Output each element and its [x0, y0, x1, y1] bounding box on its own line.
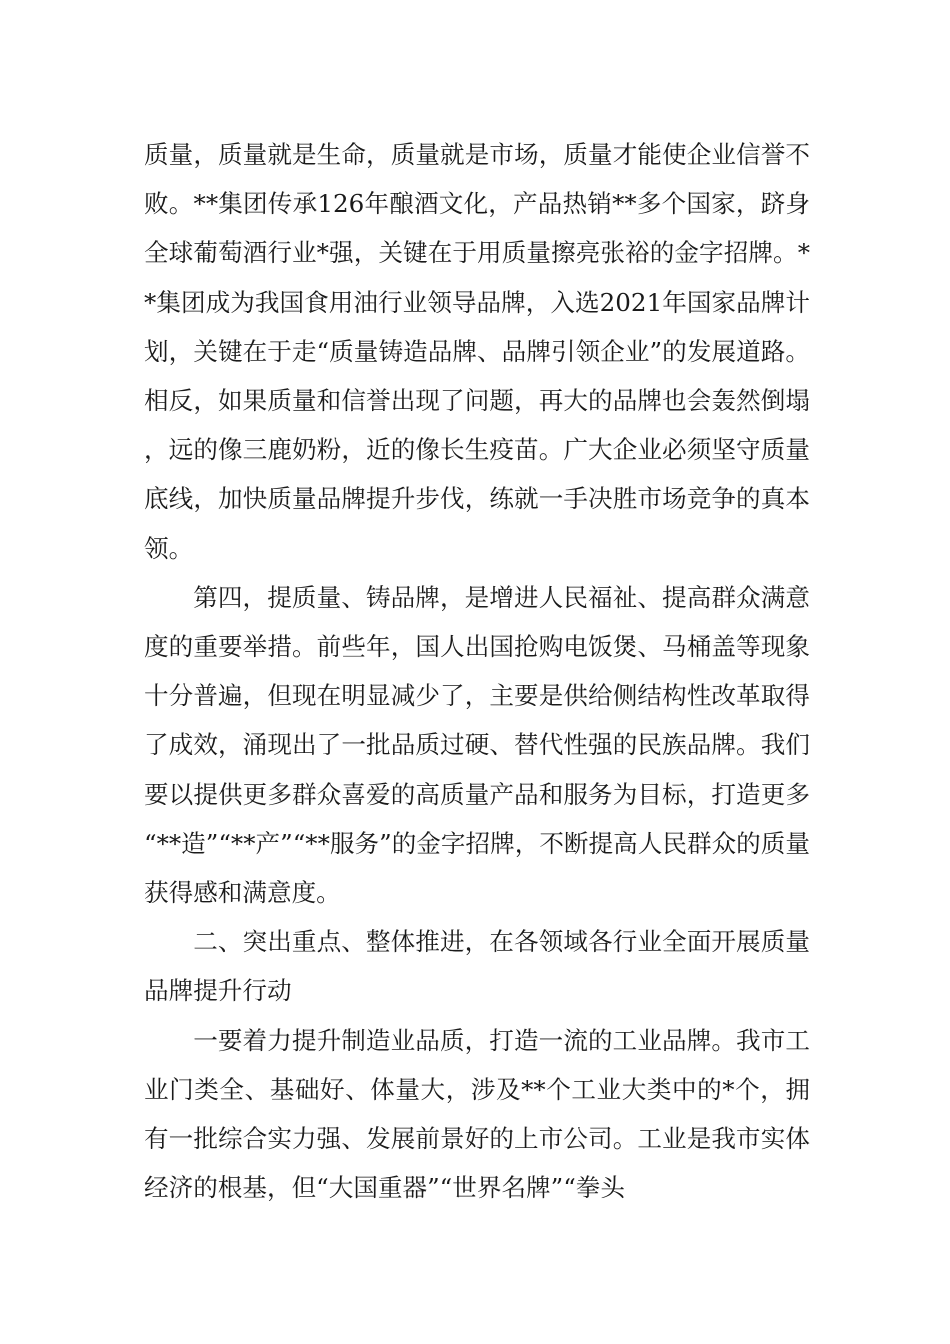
paragraph-manufacturing-quality: 一要着力提升制造业品质，打造一流的工业品牌。我市工业门类全、基础好、体量大，涉及**个工业大类中的*个，拥有一批综合实力强、发展前景好的上市公司。工业是我市实体经济的根基，但“大国重器”“世界名牌”“拳头	[144, 1025, 810, 1203]
paragraph-fourth-point: 第四，提质量、铸品牌，是增进人民福祉、提高群众满意度的重要举措。前些年，国人出国抢购电饭煲、马桶盖等现象十分普遍，但现在明显减少了，主要是供给侧结构性改革取得了成效，涌现出了一批品质过硬、替代性强的民族品牌。我们要以提供更多群众喜爱的高质量产品和服务为目标，打造更多“**造”“**产”“**服务”的金字招牌，不断提高人民群众的质量获得感和满意度。	[144, 582, 810, 908]
section-heading-two: 二、突出重点、整体推进，在各领域各行业全面开展质量品牌提升行动	[144, 927, 810, 1006]
document-body	[144, 130, 810, 1212]
paragraph-quality-brand-value: 质量，质量就是生命，质量就是市场，质量才能使企业信誉不败。**集团传承126年酿酒文化，产品热销**多个国家，跻身全球葡萄酒行业*强，关键在于用质量擦亮张裕的金字招牌。**集团成为我国食用油行业领导品牌，入选2021年国家品牌计划，关键在于走“质量铸造品牌、品牌引领企业”的发展道路。相反，如果质量和信誉出现了问题，再大的品牌也会轰然倒塌，远的像三鹿奶粉，近的像长生疫苗。广大企业必须坚守质量底线，加快质量品牌提升步伐，练就一手决胜市场竞争的真本领。	[144, 140, 810, 563]
